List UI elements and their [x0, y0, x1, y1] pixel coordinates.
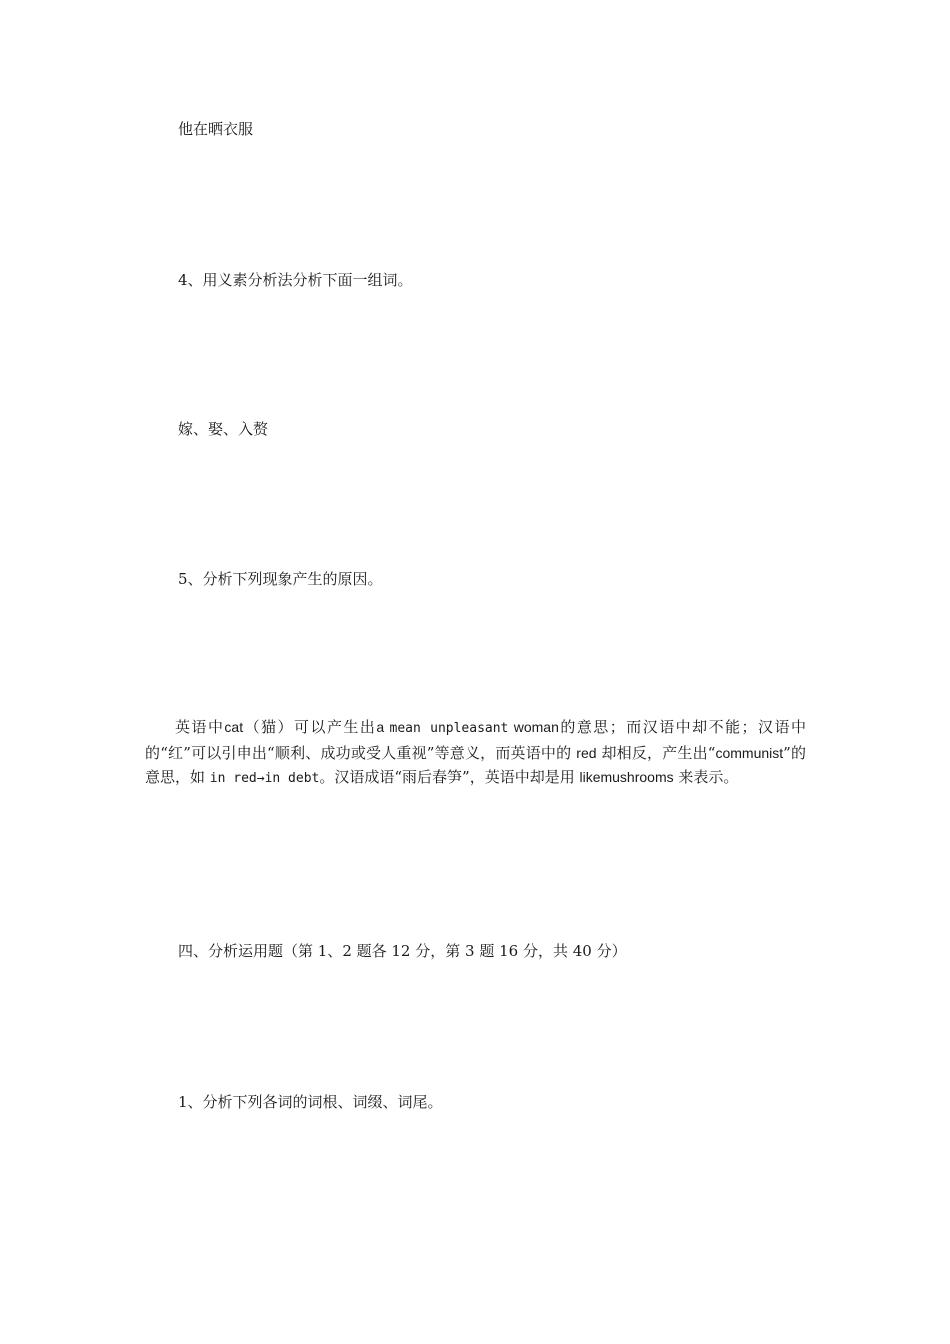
q5-text-segment: 英语中 — [175, 718, 225, 736]
question-5-heading: 5、分析下列现象产生的原因。 — [178, 570, 383, 588]
q5-term-communist: communist — [715, 745, 784, 761]
question-5-paragraph — [145, 715, 806, 791]
section-4-heading: 四、分析运用题（第 1、2 题各 12 分，第 3 题 16 分，共 40 分） — [178, 942, 627, 960]
section-4-question-1: 1、分析下列各词的词根、词缀、词尾。 — [178, 1093, 443, 1111]
q5-text-segment: （猫）可以产生出 — [243, 718, 377, 736]
q5-term-a: a — [376, 719, 390, 735]
q5-term-red: red — [576, 745, 597, 761]
q5-term-cat: cat — [224, 719, 244, 735]
q5-text-segment: 的意思；而汉语中却不能；汉语中的“红”可以引申出“顺利、成功或受人重视”等意义，而英语中的 — [145, 718, 806, 762]
text-line-drying-clothes: 他在晒衣服 — [178, 120, 254, 138]
q5-text-segment: 。汉语成语“雨后春笋”，英语中却是用 — [319, 768, 580, 786]
q5-text-segment: 却相反，产生出“ — [596, 744, 716, 762]
q5-term-likemushrooms: likemushrooms — [579, 769, 674, 785]
q5-term-in-red-in-debt: in red→in debt — [209, 771, 320, 786]
q5-text-segment: ”的意思，如 — [145, 744, 807, 786]
question-4-heading: 4、用义素分析法分析下面一组词。 — [178, 271, 413, 289]
question-4-word-group: 嫁、娶、入赘 — [178, 420, 269, 438]
q5-term-mean-unpleasant: mean unpleasant — [389, 721, 509, 736]
q5-text-segment: 来表示。 — [673, 768, 739, 786]
q5-term-woman: woman — [508, 719, 559, 735]
